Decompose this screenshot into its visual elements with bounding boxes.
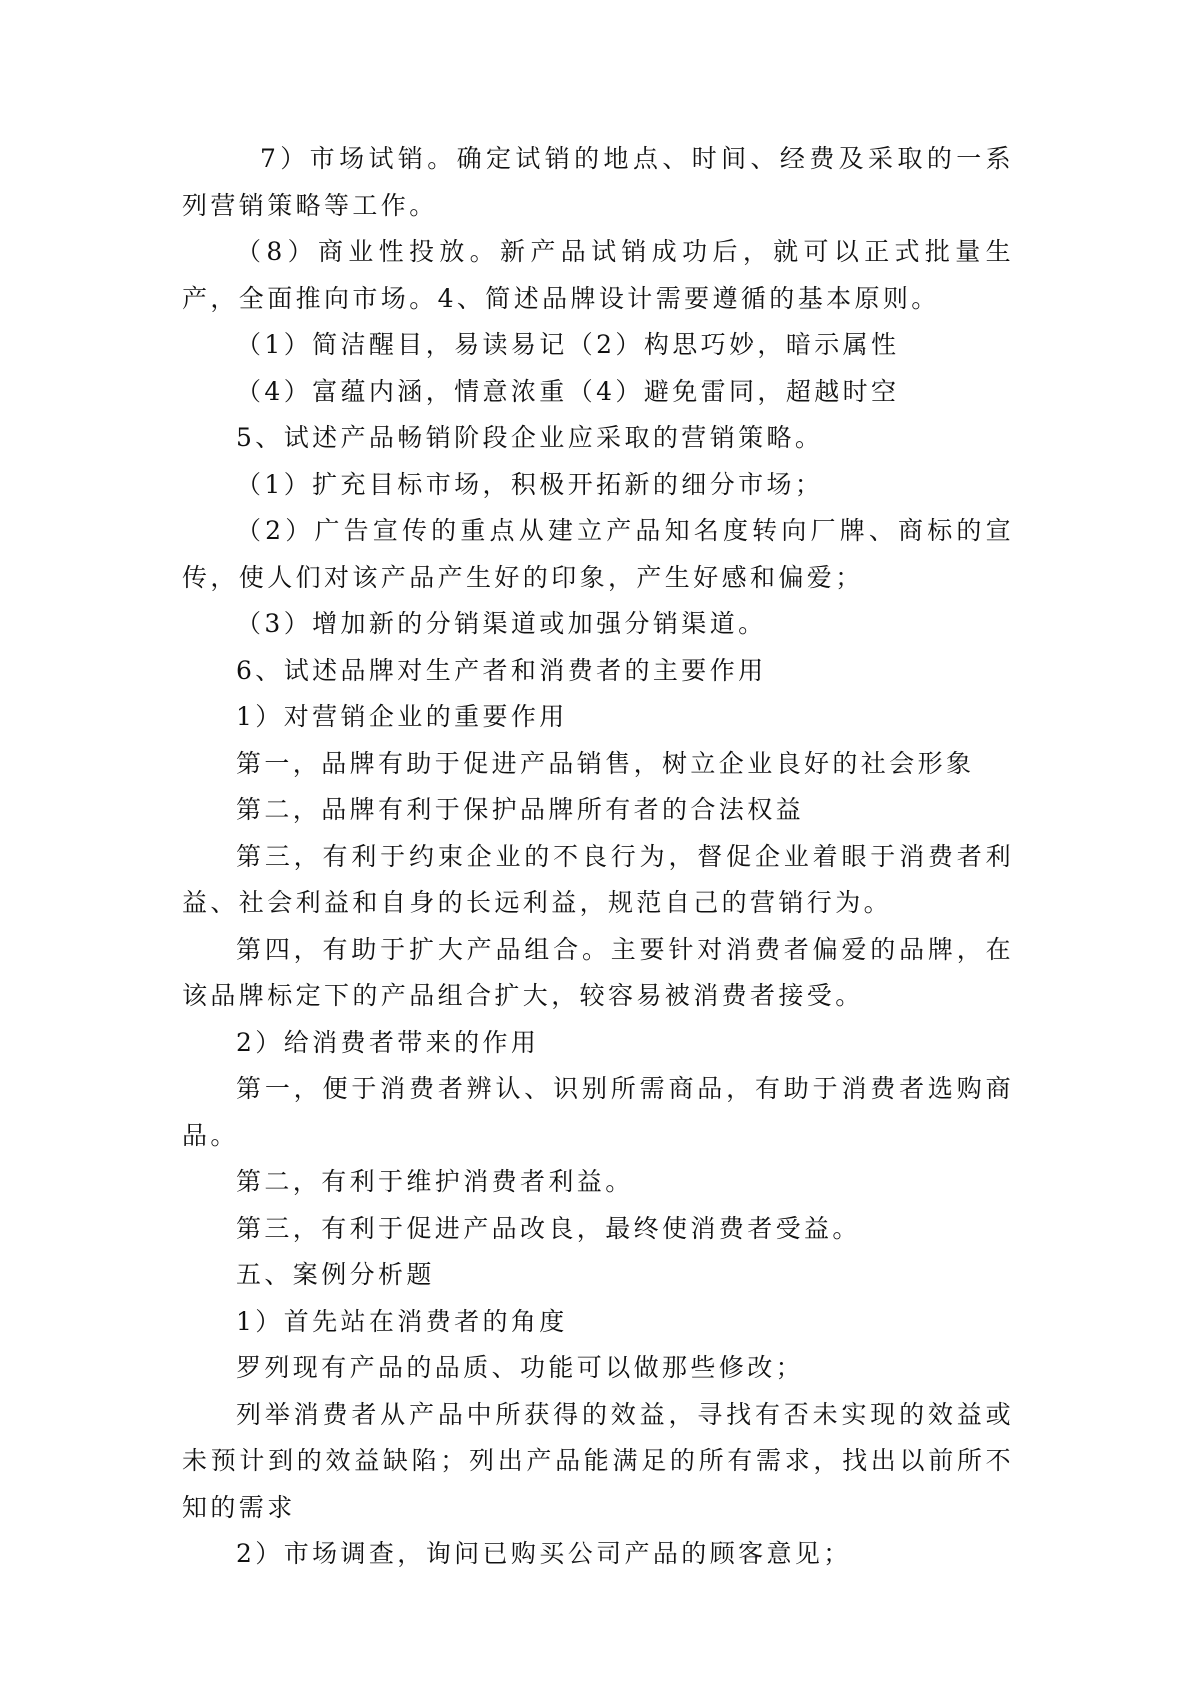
- paragraph-consumer-heading: 2）给消费者带来的作用: [236, 1027, 540, 1057]
- document-body: [182, 136, 1014, 1578]
- paragraph-strategy-1: （1）扩充目标市场，积极开拓新的细分市场；: [236, 469, 824, 499]
- paragraph-consumer-third: 第三，有利于促进产品改良，最终使消费者受益。: [236, 1213, 861, 1243]
- paragraph-case-analysis-heading: 五、案例分析题: [236, 1260, 435, 1289]
- paragraph-case-step-1: 1）首先站在消费者的角度: [236, 1306, 568, 1336]
- paragraph-principles-3-4: （4）富蕴内涵，情意浓重（4）避免雷同，超越时空: [236, 376, 900, 406]
- paragraph-case-step-2: 2）市场调查，询问已购买公司产品的顾客意见；: [236, 1539, 852, 1568]
- paragraph-enterprise-fourth: 第四，有助于扩大产品组合。主要针对消费者偏爱的品牌，在该品牌标定下的产品组合扩大，较容易被消费者接受。: [182, 934, 1014, 1010]
- paragraph-consumer-second: 第二，有利于维护消费者利益。: [236, 1167, 634, 1196]
- paragraph-principles-1-2: （1）简洁醒目，易读易记（2）构思巧妙，暗示属性: [236, 330, 900, 359]
- paragraph-question-6: 6、试述品牌对生产者和消费者的主要作用: [236, 655, 767, 685]
- paragraph-enterprise-first: 第一，品牌有助于促进产品销售，树立企业良好的社会形象: [236, 748, 975, 778]
- paragraph-commercial-launch: （8）商业性投放。新产品试销成功后，就可以正式批量生产，全面推向市场。4、简述品牌设计需要遵循的基本原则。: [182, 237, 1014, 313]
- paragraph-case-list-quality: 罗列现有产品的品质、功能可以做那些修改；: [236, 1353, 805, 1382]
- paragraph-enterprise-heading: 1）对营销企业的重要作用: [236, 702, 568, 731]
- paragraph-case-list-benefits: 列举消费者从产品中所获得的效益，寻找有否未实现的效益或未预计到的效益缺陷；列出产品能满足的所有需求，找出以前所不知的需求: [182, 1399, 1014, 1522]
- paragraph-strategy-2: （2）广告宣传的重点从建立产品知名度转向厂牌、商标的宣传，使人们对该产品产生好的印象，产生好感和偏爱；: [182, 516, 1014, 592]
- paragraph-question-5: 5、试述产品畅销阶段企业应采取的营销策略。: [236, 423, 824, 452]
- paragraph-consumer-first: 第一，便于消费者辨认、识别所需商品，有助于消费者选购商品。: [182, 1074, 1014, 1150]
- paragraph-strategy-3: （3）增加新的分销渠道或加强分销渠道。: [236, 609, 767, 638]
- paragraph-enterprise-second: 第二，品牌有利于保护品牌所有者的合法权益: [236, 795, 805, 824]
- paragraph-enterprise-third: 第三，有利于约束企业的不良行为，督促企业着眼于消费者利益、社会利益和自身的长远利益，规范自己的营销行为。: [182, 841, 1014, 917]
- paragraph-test-marketing: 7）市场试销。确定试销的地点、时间、经费及采取的一系列营销策略等工作。: [182, 144, 1014, 220]
